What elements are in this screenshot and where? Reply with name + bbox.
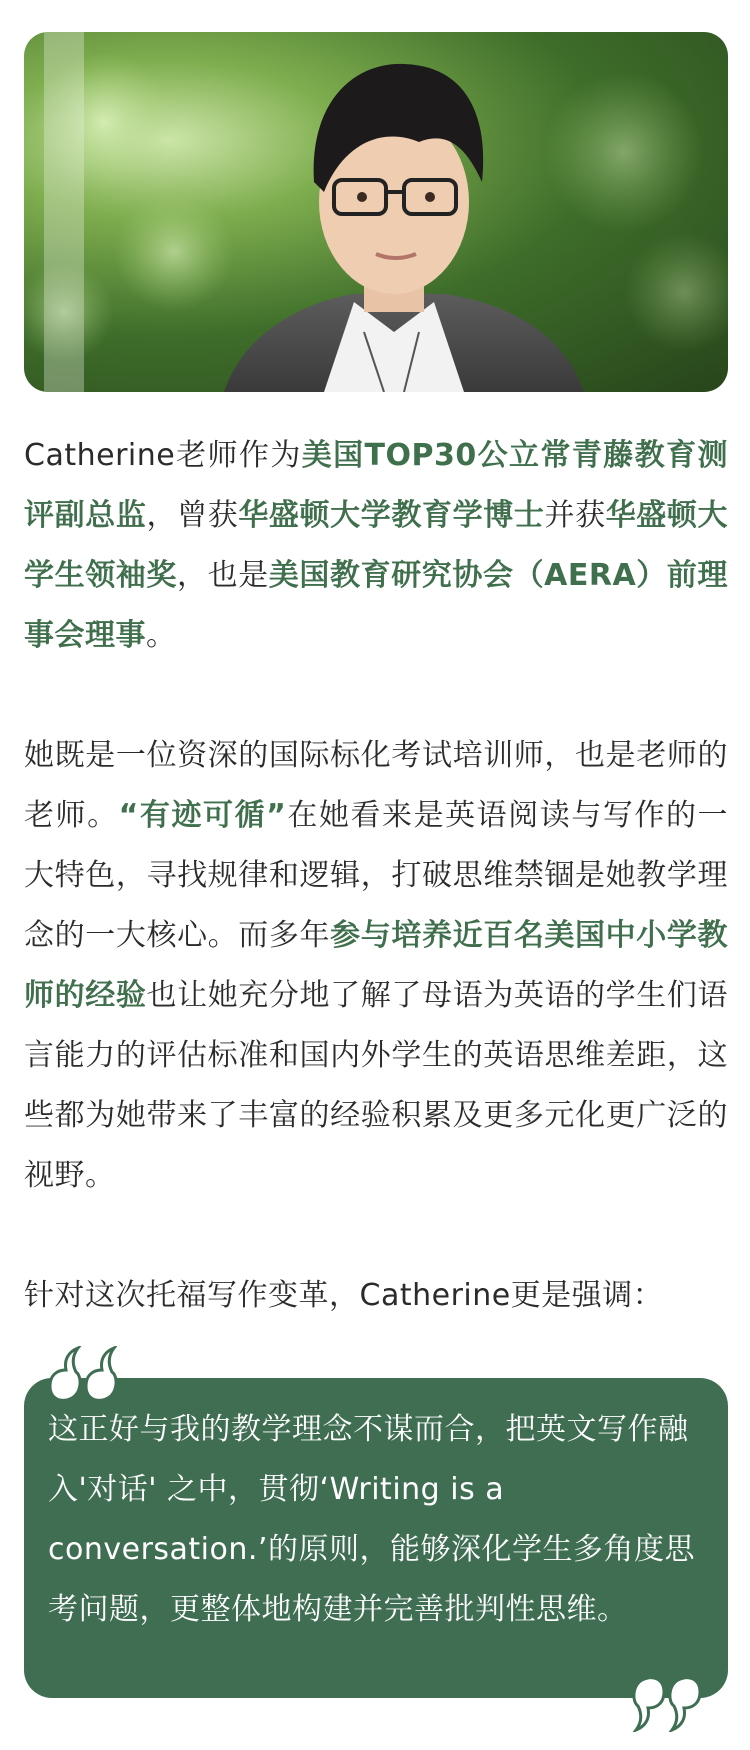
intro-text-4: ，也是 xyxy=(177,558,269,593)
intro-paragraph xyxy=(24,426,728,666)
close-quote-icon xyxy=(630,1676,706,1732)
bio-paragraph xyxy=(24,726,728,1206)
bio-highlight-traceable: “有迹可循” xyxy=(118,798,287,833)
lead-in-text: 针对这次托福写作变革，Catherine更是强调： xyxy=(24,1278,664,1313)
intro-text-2: ，曾获 xyxy=(146,498,239,533)
intro-highlight-award: 华盛顿大学生领袖奖 xyxy=(24,498,729,593)
teacher-portrait-photo xyxy=(24,32,728,392)
intro-text-1: Catherine老师作为 xyxy=(24,438,302,473)
intro-highlight-aera: 美国教育研究协会（AERA）前理事会理事 xyxy=(24,558,729,653)
bio-text-3: 也让她充分地了解了母语为英语的学生们语言能力的评估标准和国内外学生的英语思维差距，这些都为她带来了丰富的经验积累及更多元化更广泛的视野。 xyxy=(24,978,729,1193)
bio-text-1: 她既是一位资深的国际标化考试培训师，也是老师的老师。 xyxy=(24,738,728,833)
quote-box xyxy=(24,1378,728,1698)
quote-text: 这正好与我的教学理念不谋而合，把英文写作融入'对话' 之中，贯彻‘Writing is a conversation.’的原则，能够深化学生多角度思考问题，更整体地构建并完善批判性思维。 xyxy=(48,1412,695,1627)
bio-highlight-experience: 参与培养近百名美国中小学教师的经验 xyxy=(24,918,729,1013)
intro-text-3: 并获 xyxy=(544,498,606,533)
intro-highlight-title: 美国TOP30公立常青藤教育测评副总监 xyxy=(24,438,728,533)
intro-highlight-degree: 华盛顿大学教育学博士 xyxy=(238,498,545,533)
intro-text-5: 。 xyxy=(146,618,177,653)
bio-text-2: 在她看来是英语阅读与写作的一大特色，寻找规律和逻辑，打破思维禁锢是她教学理念的一大核心。而多年 xyxy=(24,798,729,953)
open-quote-icon xyxy=(44,1346,120,1402)
